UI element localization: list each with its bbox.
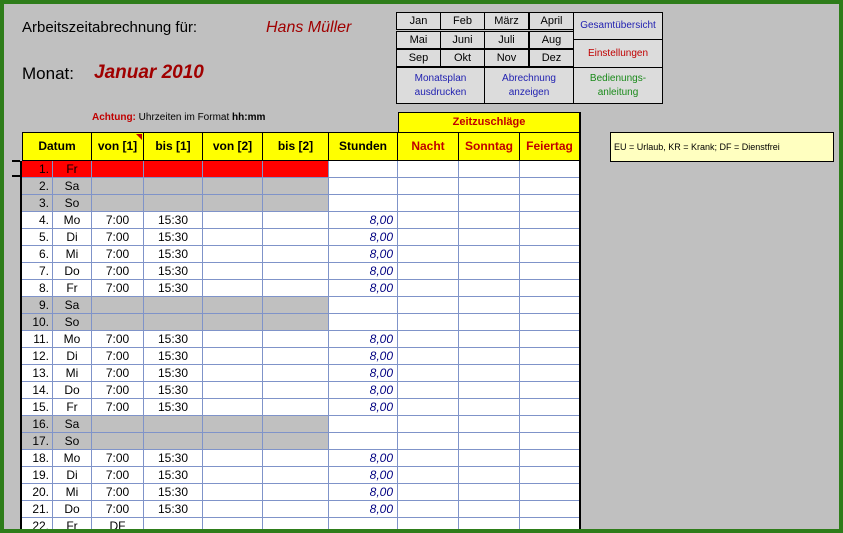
cell-num[interactable]: 7. bbox=[22, 263, 53, 279]
cell-sonntag[interactable] bbox=[459, 280, 520, 296]
col-header-stunden: Stunden bbox=[328, 132, 398, 161]
cell-bis2[interactable] bbox=[263, 229, 329, 245]
month-button[interactable]: Nov bbox=[484, 49, 529, 67]
cell-bis1[interactable]: 15:30 bbox=[144, 467, 203, 483]
cell-day[interactable]: Mi bbox=[53, 246, 92, 262]
cell-stunden[interactable]: 8,00 bbox=[329, 348, 398, 364]
cell-feiertag[interactable] bbox=[520, 246, 580, 262]
cell-bis1[interactable]: 15:30 bbox=[144, 348, 203, 364]
settings-button[interactable] bbox=[573, 39, 663, 68]
cell-sonntag[interactable] bbox=[459, 314, 520, 330]
cell-von2[interactable] bbox=[203, 467, 263, 483]
cell-day[interactable]: Mi bbox=[53, 484, 92, 500]
cell-feiertag[interactable] bbox=[520, 178, 580, 194]
show-billing-button[interactable] bbox=[484, 67, 574, 104]
cell-bis2[interactable] bbox=[263, 195, 329, 211]
cell-bis1[interactable]: 15:30 bbox=[144, 229, 203, 245]
month-button[interactable]: Aug bbox=[529, 31, 574, 49]
cell-von1[interactable] bbox=[92, 161, 144, 177]
cell-day[interactable]: Di bbox=[53, 348, 92, 364]
cell-sonntag[interactable] bbox=[459, 484, 520, 500]
cell-bis1[interactable]: 15:30 bbox=[144, 501, 203, 517]
cell-feiertag[interactable] bbox=[520, 433, 580, 449]
cell-von1[interactable] bbox=[92, 433, 144, 449]
cell-day[interactable]: Do bbox=[53, 501, 92, 517]
overview-button[interactable] bbox=[573, 12, 663, 40]
table-left-border bbox=[20, 161, 22, 533]
month-button[interactable]: Dez bbox=[529, 49, 574, 67]
cell-von2[interactable] bbox=[203, 314, 263, 330]
cell-von2[interactable] bbox=[203, 484, 263, 500]
cell-day[interactable]: Fr bbox=[53, 399, 92, 415]
cell-num[interactable]: 3. bbox=[22, 195, 53, 211]
cell-von2[interactable] bbox=[203, 348, 263, 364]
table-row bbox=[22, 399, 580, 416]
cell-num[interactable]: 12. bbox=[22, 348, 53, 364]
cell-bis1[interactable]: 15:30 bbox=[144, 212, 203, 228]
cell-num[interactable]: 22. bbox=[22, 518, 53, 533]
table-row bbox=[22, 297, 580, 314]
manual-button[interactable] bbox=[573, 67, 663, 104]
cell-day[interactable]: Sa bbox=[53, 178, 92, 194]
manual-button-label: Bedienungs-anleitung bbox=[589, 72, 647, 98]
table-row bbox=[22, 212, 580, 229]
cell-von1[interactable]: 7:00 bbox=[92, 365, 144, 381]
table-row bbox=[22, 195, 580, 212]
cell-num[interactable]: 14. bbox=[22, 382, 53, 398]
cell-von2[interactable] bbox=[203, 518, 263, 533]
cell-stunden[interactable] bbox=[329, 314, 398, 330]
table-row bbox=[22, 348, 580, 365]
cell-bis1[interactable]: 15:30 bbox=[144, 365, 203, 381]
cell-day[interactable]: So bbox=[53, 314, 92, 330]
cell-bis1[interactable] bbox=[144, 178, 203, 194]
cell-stunden[interactable] bbox=[329, 518, 398, 533]
cell-sonntag[interactable] bbox=[459, 382, 520, 398]
cell-nacht[interactable] bbox=[398, 399, 459, 415]
cell-von2[interactable] bbox=[203, 450, 263, 466]
cell-bis2[interactable] bbox=[263, 382, 329, 398]
cell-sonntag[interactable] bbox=[459, 433, 520, 449]
month-button[interactable]: Jan bbox=[396, 12, 441, 30]
cell-feiertag[interactable] bbox=[520, 263, 580, 279]
cell-von2[interactable] bbox=[203, 212, 263, 228]
cell-num[interactable]: 15. bbox=[22, 399, 53, 415]
month-button[interactable]: Juli bbox=[484, 31, 529, 49]
cell-von1[interactable]: 7:00 bbox=[92, 229, 144, 245]
table-row bbox=[22, 518, 580, 533]
show-billing-button-label: Abrechnung anzeigen bbox=[502, 72, 556, 98]
cell-bis2[interactable] bbox=[263, 314, 329, 330]
cell-feiertag[interactable] bbox=[520, 399, 580, 415]
cell-nacht[interactable] bbox=[398, 467, 459, 483]
cell-bis1[interactable]: 15:30 bbox=[144, 246, 203, 262]
warning-format: hh:mm bbox=[232, 112, 266, 123]
cell-day[interactable]: Do bbox=[53, 382, 92, 398]
cell-sonntag[interactable] bbox=[459, 365, 520, 381]
cell-feiertag[interactable] bbox=[520, 229, 580, 245]
cell-num[interactable]: 17. bbox=[22, 433, 53, 449]
cell-von2[interactable] bbox=[203, 501, 263, 517]
month-button[interactable]: Okt bbox=[440, 49, 485, 67]
cell-nacht[interactable] bbox=[398, 212, 459, 228]
cell-von2[interactable] bbox=[203, 161, 263, 177]
cell-stunden[interactable]: 8,00 bbox=[329, 212, 398, 228]
cell-bis1[interactable] bbox=[144, 297, 203, 313]
cell-feiertag[interactable] bbox=[520, 382, 580, 398]
time-table bbox=[22, 161, 580, 533]
cell-bis1[interactable]: 15:30 bbox=[144, 382, 203, 398]
table-row bbox=[22, 314, 580, 331]
overview-button-label: Gesamtübersicht bbox=[580, 20, 656, 31]
cell-feiertag[interactable] bbox=[520, 297, 580, 313]
cell-bis2[interactable] bbox=[263, 280, 329, 296]
cell-num[interactable]: 8. bbox=[22, 280, 53, 296]
cell-von1[interactable]: 7:00 bbox=[92, 501, 144, 517]
table-row bbox=[22, 263, 580, 280]
cell-bis2[interactable] bbox=[263, 399, 329, 415]
cell-sonntag[interactable] bbox=[459, 161, 520, 177]
cell-von1[interactable]: 7:00 bbox=[92, 484, 144, 500]
table-row bbox=[22, 467, 580, 484]
cell-num[interactable]: 9. bbox=[22, 297, 53, 313]
cell-num[interactable]: 5. bbox=[22, 229, 53, 245]
cell-day[interactable]: Sa bbox=[53, 297, 92, 313]
month-button[interactable]: Juni bbox=[440, 31, 485, 49]
cell-day[interactable]: Di bbox=[53, 467, 92, 483]
cell-von2[interactable] bbox=[203, 399, 263, 415]
cell-bis1[interactable]: 15:30 bbox=[144, 331, 203, 347]
cell-day[interactable]: Do bbox=[53, 263, 92, 279]
cell-feiertag[interactable] bbox=[520, 416, 580, 432]
cell-feiertag[interactable] bbox=[520, 501, 580, 517]
cell-von1[interactable]: 7:00 bbox=[92, 246, 144, 262]
month-button[interactable]: Mai bbox=[396, 31, 441, 49]
cell-num[interactable]: 6. bbox=[22, 246, 53, 262]
cell-bis2[interactable] bbox=[263, 348, 329, 364]
cell-von2[interactable] bbox=[203, 331, 263, 347]
cell-bis1[interactable] bbox=[144, 195, 203, 211]
cell-von1[interactable] bbox=[92, 297, 144, 313]
table-row bbox=[22, 331, 580, 348]
col-header-bis1: bis [1] bbox=[143, 132, 203, 161]
cell-stunden[interactable]: 8,00 bbox=[329, 246, 398, 262]
cell-num[interactable]: 4. bbox=[22, 212, 53, 228]
cell-nacht[interactable] bbox=[398, 518, 459, 533]
col-header-nacht: Nacht bbox=[397, 132, 459, 161]
cell-von1[interactable]: 7:00 bbox=[92, 331, 144, 347]
print-plan-button[interactable] bbox=[396, 67, 485, 104]
cell-nacht[interactable] bbox=[398, 365, 459, 381]
cell-num[interactable]: 19. bbox=[22, 467, 53, 483]
table-row bbox=[22, 501, 580, 518]
cell-sonntag[interactable] bbox=[459, 467, 520, 483]
cell-von1[interactable] bbox=[92, 195, 144, 211]
col-header-von1-label: von [1] bbox=[97, 139, 138, 153]
cell-von1[interactable]: 7:00 bbox=[92, 382, 144, 398]
cell-von1[interactable]: 7:00 bbox=[92, 212, 144, 228]
cell-von1[interactable]: 7:00 bbox=[92, 467, 144, 483]
cell-von2[interactable] bbox=[203, 416, 263, 432]
cell-bis1[interactable] bbox=[144, 314, 203, 330]
cell-bis2[interactable] bbox=[263, 161, 329, 177]
cell-day[interactable]: Di bbox=[53, 229, 92, 245]
table-row bbox=[22, 246, 580, 263]
cell-nacht[interactable] bbox=[398, 161, 459, 177]
cell-sonntag[interactable] bbox=[459, 195, 520, 211]
cell-bis2[interactable] bbox=[263, 450, 329, 466]
cell-feiertag[interactable] bbox=[520, 314, 580, 330]
cell-sonntag[interactable] bbox=[459, 297, 520, 313]
cell-von1[interactable]: 7:00 bbox=[92, 348, 144, 364]
cell-stunden[interactable]: 8,00 bbox=[329, 467, 398, 483]
cell-stunden[interactable]: 8,00 bbox=[329, 501, 398, 517]
cell-von1[interactable]: DF bbox=[92, 518, 144, 533]
cell-stunden[interactable] bbox=[329, 297, 398, 313]
cell-von2[interactable] bbox=[203, 280, 263, 296]
cell-von1[interactable]: 7:00 bbox=[92, 280, 144, 296]
cell-stunden[interactable] bbox=[329, 416, 398, 432]
table-row bbox=[22, 433, 580, 450]
cell-sonntag[interactable] bbox=[459, 416, 520, 432]
cell-bis1[interactable]: 15:30 bbox=[144, 399, 203, 415]
cell-sonntag[interactable] bbox=[459, 229, 520, 245]
month-button[interactable]: April bbox=[529, 12, 574, 30]
cell-von1[interactable]: 7:00 bbox=[92, 399, 144, 415]
month-button[interactable]: Feb bbox=[440, 12, 485, 30]
table-row bbox=[22, 382, 580, 399]
cell-sonntag[interactable] bbox=[459, 331, 520, 347]
cell-bis2[interactable] bbox=[263, 246, 329, 262]
cell-sonntag[interactable] bbox=[459, 399, 520, 415]
cell-von2[interactable] bbox=[203, 365, 263, 381]
cell-von1[interactable]: 7:00 bbox=[92, 450, 144, 466]
cell-feiertag[interactable] bbox=[520, 331, 580, 347]
cell-sonntag[interactable] bbox=[459, 348, 520, 364]
cell-feiertag[interactable] bbox=[520, 450, 580, 466]
cell-stunden[interactable]: 8,00 bbox=[329, 331, 398, 347]
cell-sonntag[interactable] bbox=[459, 263, 520, 279]
cell-num[interactable]: 10. bbox=[22, 314, 53, 330]
table-row bbox=[22, 280, 580, 297]
cell-nacht[interactable] bbox=[398, 501, 459, 517]
selection-marker bbox=[12, 160, 20, 162]
selection-marker bbox=[12, 175, 20, 177]
cell-nacht[interactable] bbox=[398, 178, 459, 194]
cell-nacht[interactable] bbox=[398, 416, 459, 432]
cell-nacht[interactable] bbox=[398, 450, 459, 466]
cell-stunden[interactable]: 8,00 bbox=[329, 382, 398, 398]
warning-prefix: Achtung: bbox=[92, 112, 136, 123]
cell-day[interactable]: Fr bbox=[53, 161, 92, 177]
comment-marker-icon bbox=[136, 134, 142, 140]
table-row bbox=[22, 484, 580, 501]
cell-num[interactable]: 13. bbox=[22, 365, 53, 381]
cell-nacht[interactable] bbox=[398, 314, 459, 330]
cell-bis1[interactable]: 15:30 bbox=[144, 263, 203, 279]
cell-day[interactable]: So bbox=[53, 195, 92, 211]
format-warning bbox=[92, 112, 265, 123]
cell-bis1[interactable] bbox=[144, 518, 203, 533]
col-header-bis2: bis [2] bbox=[262, 132, 329, 161]
table-row bbox=[22, 450, 580, 467]
cell-stunden[interactable] bbox=[329, 195, 398, 211]
table-row bbox=[22, 365, 580, 382]
cell-nacht[interactable] bbox=[398, 263, 459, 279]
cell-feiertag[interactable] bbox=[520, 348, 580, 364]
month-value: Januar 2010 bbox=[94, 62, 204, 83]
cell-day[interactable]: Fr bbox=[53, 280, 92, 296]
cell-nacht[interactable] bbox=[398, 246, 459, 262]
cell-feiertag[interactable] bbox=[520, 467, 580, 483]
table-row bbox=[22, 161, 580, 178]
cell-von1[interactable] bbox=[92, 314, 144, 330]
cell-sonntag[interactable] bbox=[459, 178, 520, 194]
cell-bis2[interactable] bbox=[263, 501, 329, 517]
cell-bis1[interactable] bbox=[144, 433, 203, 449]
cell-bis2[interactable] bbox=[263, 416, 329, 432]
cell-von2[interactable] bbox=[203, 229, 263, 245]
cell-day[interactable]: Sa bbox=[53, 416, 92, 432]
cell-num[interactable]: 2. bbox=[22, 178, 53, 194]
col-header-datum: Datum bbox=[22, 132, 92, 161]
warning-text: Uhrzeiten im Format bbox=[138, 112, 230, 123]
cell-nacht[interactable] bbox=[398, 229, 459, 245]
cell-num[interactable]: 1. bbox=[22, 161, 53, 177]
cell-feiertag[interactable] bbox=[520, 280, 580, 296]
cell-bis1[interactable] bbox=[144, 416, 203, 432]
cell-num[interactable]: 18. bbox=[22, 450, 53, 466]
abbreviation-legend: EU = Urlaub, KR = Krank; DF = Dienstfrei bbox=[610, 132, 834, 162]
cell-stunden[interactable] bbox=[329, 161, 398, 177]
cell-stunden[interactable]: 8,00 bbox=[329, 263, 398, 279]
cell-day[interactable]: Fr bbox=[53, 518, 92, 533]
cell-nacht[interactable] bbox=[398, 297, 459, 313]
cell-day[interactable]: Mo bbox=[53, 331, 92, 347]
cell-von1[interactable] bbox=[92, 178, 144, 194]
col-header-von2: von [2] bbox=[202, 132, 263, 161]
cell-sonntag[interactable] bbox=[459, 212, 520, 228]
cell-num[interactable]: 16. bbox=[22, 416, 53, 432]
cell-bis2[interactable] bbox=[263, 467, 329, 483]
cell-stunden[interactable] bbox=[329, 178, 398, 194]
cell-nacht[interactable] bbox=[398, 484, 459, 500]
cell-day[interactable]: So bbox=[53, 433, 92, 449]
month-button[interactable]: März bbox=[484, 12, 529, 30]
cell-stunden[interactable]: 8,00 bbox=[329, 484, 398, 500]
cell-bis1[interactable] bbox=[144, 161, 203, 177]
cell-bis2[interactable] bbox=[263, 263, 329, 279]
table-row bbox=[22, 178, 580, 195]
cell-sonntag[interactable] bbox=[459, 450, 520, 466]
cell-bis2[interactable] bbox=[263, 484, 329, 500]
cell-bis2[interactable] bbox=[263, 178, 329, 194]
cell-von1[interactable]: 7:00 bbox=[92, 263, 144, 279]
cell-nacht[interactable] bbox=[398, 280, 459, 296]
cell-sonntag[interactable] bbox=[459, 501, 520, 517]
cell-feiertag[interactable] bbox=[520, 195, 580, 211]
cell-stunden[interactable]: 8,00 bbox=[329, 280, 398, 296]
cell-day[interactable]: Mo bbox=[53, 450, 92, 466]
col-header-von1 bbox=[91, 132, 144, 161]
table-row bbox=[22, 416, 580, 433]
cell-von2[interactable] bbox=[203, 382, 263, 398]
cell-feiertag[interactable] bbox=[520, 484, 580, 500]
cell-von2[interactable] bbox=[203, 246, 263, 262]
cell-stunden[interactable]: 8,00 bbox=[329, 450, 398, 466]
cell-sonntag[interactable] bbox=[459, 246, 520, 262]
cell-stunden[interactable]: 8,00 bbox=[329, 365, 398, 381]
cell-bis2[interactable] bbox=[263, 518, 329, 533]
col-header-sonntag: Sonntag bbox=[458, 132, 520, 161]
cell-stunden[interactable]: 8,00 bbox=[329, 229, 398, 245]
cell-bis2[interactable] bbox=[263, 365, 329, 381]
print-plan-button-label: Monatsplan ausdrucken bbox=[414, 72, 467, 98]
month-button[interactable]: Sep bbox=[396, 49, 441, 67]
cell-von2[interactable] bbox=[203, 195, 263, 211]
employee-name[interactable]: Hans Müller bbox=[266, 19, 352, 36]
cell-num[interactable]: 11. bbox=[22, 331, 53, 347]
cell-feiertag[interactable] bbox=[520, 518, 580, 533]
cell-bis2[interactable] bbox=[263, 297, 329, 313]
cell-bis2[interactable] bbox=[263, 331, 329, 347]
table-row bbox=[22, 229, 580, 246]
cell-day[interactable]: Mo bbox=[53, 212, 92, 228]
cell-von2[interactable] bbox=[203, 433, 263, 449]
cell-num[interactable]: 20. bbox=[22, 484, 53, 500]
cell-day[interactable]: Mi bbox=[53, 365, 92, 381]
cell-nacht[interactable] bbox=[398, 331, 459, 347]
page-title: Arbeitszeitabrechnung für: bbox=[22, 19, 198, 36]
cell-num[interactable]: 21. bbox=[22, 501, 53, 517]
cell-nacht[interactable] bbox=[398, 382, 459, 398]
col-header-feiertag: Feiertag bbox=[519, 132, 580, 161]
table-right-border bbox=[579, 112, 581, 533]
cell-von1[interactable] bbox=[92, 416, 144, 432]
cell-bis1[interactable]: 15:30 bbox=[144, 450, 203, 466]
cell-bis2[interactable] bbox=[263, 212, 329, 228]
cell-bis1[interactable]: 15:30 bbox=[144, 280, 203, 296]
surcharge-header: Zeitzuschläge bbox=[398, 112, 580, 133]
cell-bis1[interactable]: 15:30 bbox=[144, 484, 203, 500]
cell-von2[interactable] bbox=[203, 263, 263, 279]
cell-von2[interactable] bbox=[203, 178, 263, 194]
cell-nacht[interactable] bbox=[398, 433, 459, 449]
month-label: Monat: bbox=[22, 64, 74, 83]
cell-feiertag[interactable] bbox=[520, 365, 580, 381]
cell-nacht[interactable] bbox=[398, 195, 459, 211]
cell-feiertag[interactable] bbox=[520, 161, 580, 177]
cell-bis2[interactable] bbox=[263, 433, 329, 449]
cell-stunden[interactable]: 8,00 bbox=[329, 399, 398, 415]
cell-nacht[interactable] bbox=[398, 348, 459, 364]
settings-button-label: Einstellungen bbox=[587, 47, 649, 59]
cell-sonntag[interactable] bbox=[459, 518, 520, 533]
cell-von2[interactable] bbox=[203, 297, 263, 313]
cell-feiertag[interactable] bbox=[520, 212, 580, 228]
cell-stunden[interactable] bbox=[329, 433, 398, 449]
